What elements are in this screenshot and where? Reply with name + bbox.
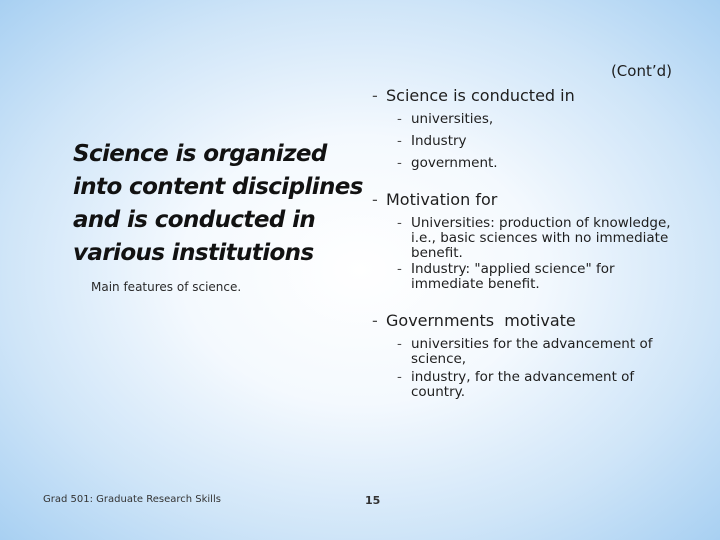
bullet-dash: -: [397, 111, 402, 127]
bullet-dash: -: [397, 261, 402, 277]
slide-subtitle: Main features of science.: [91, 280, 242, 294]
bullet-dash: -: [397, 133, 402, 149]
slide-title: Science is organized into content disciplines and is conducted in various institutions: [73, 141, 363, 266]
sub-bullet-text: government.: [411, 155, 498, 171]
sub-bullet-industry: [366, 134, 686, 149]
sub-bullet-universities: [366, 112, 686, 127]
sub-bullet-text: Industry: [411, 133, 467, 149]
bullet-governments: [366, 311, 686, 331]
sub-bullet-text: universities,: [411, 111, 494, 127]
bullet-dash: -: [372, 190, 378, 209]
sub-bullet-industry-gov: [366, 370, 686, 400]
sub-bullet-text: industry, for the advancement of country.: [411, 369, 635, 400]
sub-bullet-government: [366, 156, 686, 171]
sub-bullet-universities-gov: [366, 337, 686, 367]
bullet-content: [366, 86, 686, 400]
bullet-text: Science is conducted in: [386, 86, 575, 105]
bullet-dash: -: [397, 215, 402, 231]
sub-bullet-text: universities for the advancement of science,: [411, 336, 653, 367]
sub-bullet-text: Universities: production of knowledge, i.e., basic sciences with no immediate benefit.: [411, 215, 671, 261]
bullet-text: Motivation for: [386, 190, 498, 209]
bullet-dash: -: [397, 369, 402, 385]
bullet-dash: -: [397, 336, 402, 352]
footer-course-name: Grad 501: Graduate Research Skills: [43, 494, 221, 505]
bullet-motivation: [366, 190, 686, 210]
bullet-dash: -: [397, 155, 402, 171]
page-number: 15: [365, 494, 381, 507]
sub-bullet-text: Industry: "applied science" for immediate benefit.: [411, 261, 615, 292]
bullet-text: Governments motivate: [386, 311, 576, 330]
bullet-dash: -: [372, 86, 378, 105]
bullet-dash: -: [372, 311, 378, 330]
continued-label: (Cont’d): [610, 62, 672, 80]
sub-bullet-universities-motivation: [366, 216, 686, 261]
sub-bullet-industry-motivation: [366, 262, 686, 292]
bullet-science-conducted: [366, 86, 686, 106]
